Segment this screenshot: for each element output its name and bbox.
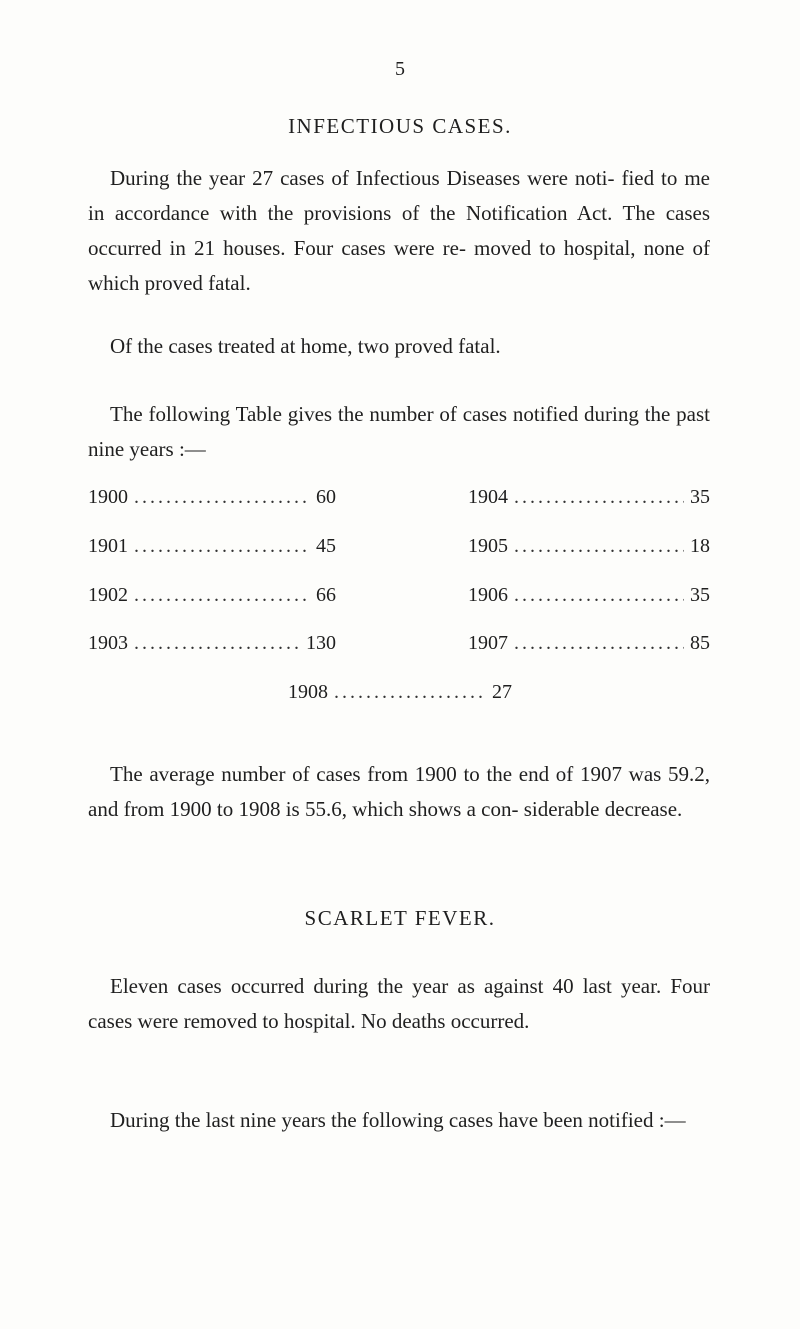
table-cell-left [88, 628, 336, 658]
paragraph-home-cases: Of the cases treated at home, two proved fatal. [110, 334, 501, 358]
section-title-infectious-cases: INFECTIOUS CASES. [288, 114, 512, 138]
table-year: 1903 [88, 632, 128, 654]
table-value: 60 [316, 486, 336, 508]
dot-leader [514, 580, 684, 610]
table-value: 35 [690, 486, 710, 508]
table-value: 27 [492, 681, 512, 703]
paragraph-notifications: During the year 27 cases of Infectious Diseases were noti- fied to me in accordance with the provisions of the Notification Act. The cases occurred in 21 houses. Four cases were re- moved to hospital, none of which proved fatal. [88, 166, 710, 295]
table-year: 1902 [88, 584, 128, 606]
table-value: 66 [316, 584, 336, 606]
table-year: 1900 [88, 486, 128, 508]
table-value: 18 [690, 535, 710, 557]
table-cell-left [88, 482, 336, 512]
dot-leader [334, 677, 486, 707]
table-value: 130 [306, 632, 336, 654]
table-cell-left [88, 580, 336, 610]
paragraph-average: The average number of cases from 1900 to the end of 1907 was 59.2, and from 1900 to 1908 is 55.6, which shows a con- siderable decrease. [88, 762, 710, 821]
table-cell-right [468, 628, 710, 658]
table-year: 1904 [468, 486, 508, 508]
table-value: 45 [316, 535, 336, 557]
page-number: 5 [395, 58, 405, 80]
section-title-scarlet-fever: SCARLET FEVER. [304, 906, 496, 930]
table-cell-left [88, 531, 336, 561]
table-cell-right [468, 482, 710, 512]
table-year: 1901 [88, 535, 128, 557]
table-cell-right [468, 580, 710, 610]
dot-leader [514, 531, 684, 561]
dot-leader [134, 482, 310, 512]
table-cell-final [288, 677, 512, 707]
dot-leader [134, 628, 300, 658]
table-value: 85 [690, 632, 710, 654]
paragraph-scarlet-cases: Eleven cases occurred during the year as against 40 last year. Four cases were removed to hospital. No deaths occurred. [88, 974, 710, 1033]
dot-leader [514, 482, 684, 512]
dot-leader [134, 531, 310, 561]
table-year: 1907 [468, 632, 508, 654]
table-year: 1908 [288, 681, 328, 703]
table-year: 1906 [468, 584, 508, 606]
table-year: 1905 [468, 535, 508, 557]
table-cell-right [468, 531, 710, 561]
dot-leader [134, 580, 310, 610]
table-value: 35 [690, 584, 710, 606]
paragraph-table-intro: The following Table gives the number of cases notified during the past nine years :— [88, 402, 710, 461]
dot-leader [514, 628, 684, 658]
paragraph-scarlet-table-intro: During the last nine years the following cases have been notified :— [110, 1108, 686, 1132]
